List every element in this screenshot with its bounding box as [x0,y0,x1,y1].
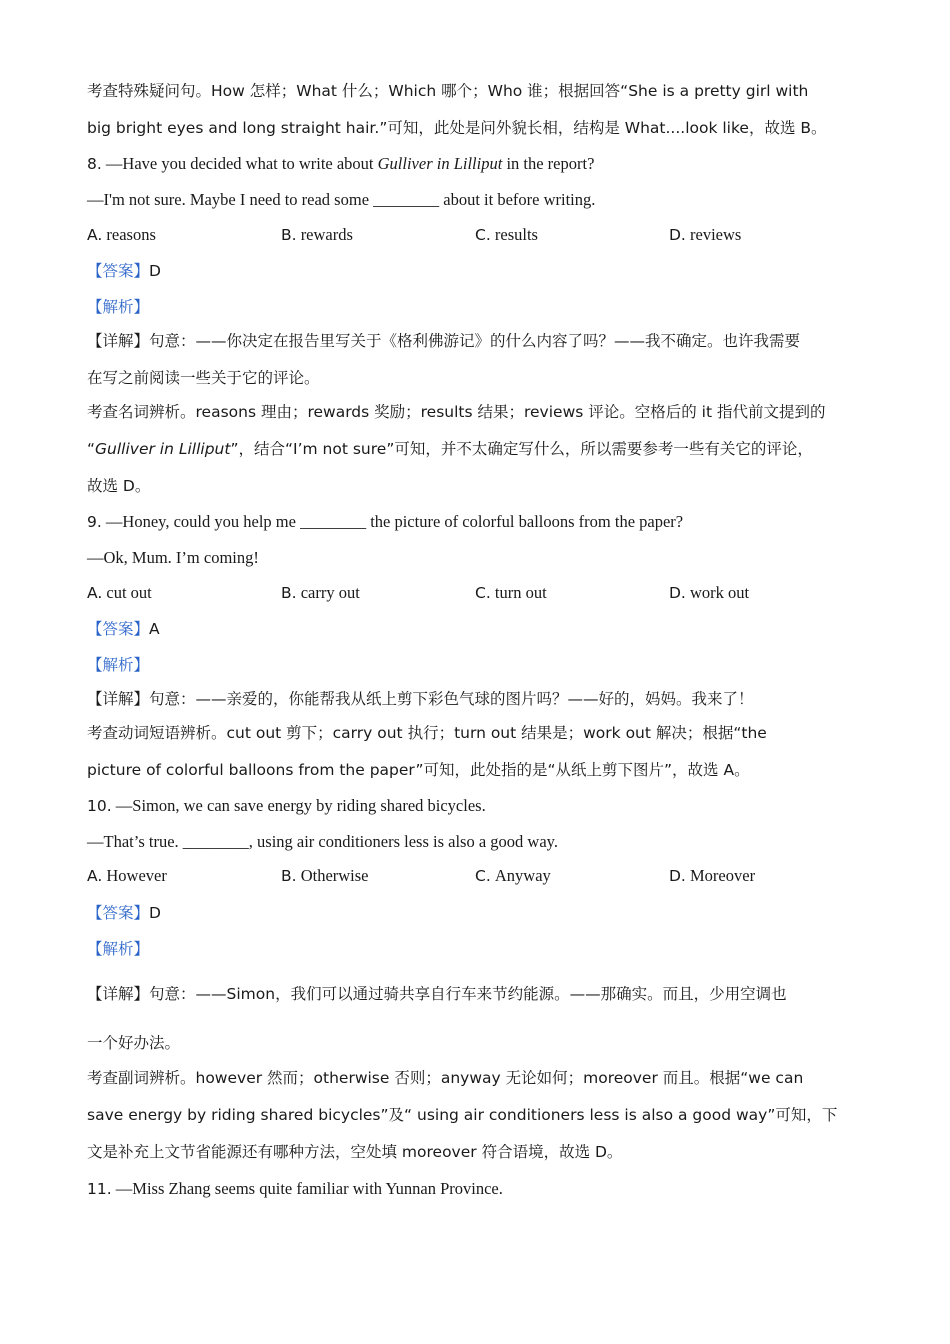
option-d: D. Moreover [669,866,756,885]
question-number: 11. [87,1180,112,1198]
analysis-tag: 【解析】 [87,298,150,316]
detail-tag: 【详解】 [87,332,150,350]
question-9-reply: —Ok, Mum. I’m coming! [87,548,259,567]
analysis-tag: 【解析】 [87,940,150,958]
question-8-detail-3: 考查名词辨析。reasons 理由；rewards 奖励；results 结果；reviews 评论。空格后的 it 指代前文提到的 [87,403,826,421]
question-stem-part: in the report? [502,154,595,173]
question-8-reply: —I'm not sure. Maybe I need to read some ________ about it before writing. [87,190,596,209]
detail-tag: 【详解】 [87,690,150,708]
question-9-analysis-heading [87,654,149,676]
option-d: D. reviews [669,225,742,244]
option-c: C. Anyway [475,866,551,885]
question-9-detail-2: 考查动词短语辨析。cut out 剪下；carry out 执行；turn out 结果是；work out 解决；根据“the [87,724,767,742]
question-10-detail-5: 文是补充上文节省能源还有哪种方法，空处填 moreover 符合语境，故选 D。 [87,1143,623,1161]
question-stem-part: —Have you decided what to write about [105,154,378,173]
option-c: C. turn out [475,583,547,602]
question-number: 10. [87,797,112,815]
question-10-detail-1: 【详解】句意：——Simon，我们可以通过骑共享自行车来节约能源。——那确实。而且，少用空调也 [87,985,787,1003]
option-d: D. work out [669,583,750,602]
option-a: A. reasons [87,225,156,244]
book-title: Gulliver in Lilliput [377,154,503,173]
question-9-detail-1: 【详解】句意：——亲爱的，你能帮我从纸上剪下彩色气球的图片吗？——好的，妈妈。我来了！ [87,690,754,708]
question-9-answer [87,618,160,640]
question-10-detail-3: 考查副词辨析。however 然而；otherwise 否则；anyway 无论如何；moreover 而且。根据“we can [87,1069,804,1087]
question-10-analysis-heading [87,938,149,960]
question-9-detail-3: picture of colorful balloons from the paper”可知，此处指的是“从纸上剪下图片”，故选 A。 [87,761,750,779]
answer-tag: 【答案】 [87,620,150,638]
analysis-tag: 【解析】 [87,656,150,674]
answer-value: A [149,620,160,638]
question-10-detail-4: save energy by riding shared bicycles”及“ using air conditioners less is also a good way”可知，下 [87,1106,838,1124]
option-b: B. rewards [281,225,353,244]
question-9-stem: 9. —Honey, could you help me ________ the picture of colorful balloons from the paper? [87,512,684,531]
question-8-detail-5: 故选 D。 [87,477,151,495]
option-b: B. Otherwise [281,866,369,885]
intro-line-2: big bright eyes and long straight hair.”可知，此处是问外貌长相，结构是 What....look like，故选 B。 [87,119,827,137]
question-10-detail-2: 一个好办法。 [87,1034,181,1052]
question-8-stem [87,153,594,175]
option-b: B. carry out [281,583,360,602]
answer-value: D [149,262,161,280]
question-number: 9. [87,513,102,531]
answer-value: D [149,904,161,922]
question-10-stem: 10. —Simon, we can save energy by riding shared bicycles. [87,796,486,815]
question-8-answer [87,260,161,282]
question-8-detail-1: 【详解】句意：——你决定在报告里写关于《格利佛游记》的什么内容了吗？——我不确定。也许我需要 [87,332,801,350]
detail-tag: 【详解】 [87,985,150,1003]
question-8-analysis-heading [87,296,149,318]
book-title: Gulliver in Lilliput [95,440,231,458]
question-11-stem: 11. —Miss Zhang seems quite familiar with Yunnan Province. [87,1179,503,1198]
question-8-detail-2: 在写之前阅读一些关于它的评论。 [87,369,320,387]
question-10-answer [87,902,161,924]
answer-tag: 【答案】 [87,904,150,922]
answer-tag: 【答案】 [87,262,150,280]
question-10-reply: —That’s true. ________, using air conditioners less is also a good way. [87,832,558,851]
question-number: 8. [87,155,102,173]
option-a: A. cut out [87,583,152,602]
intro-line-1: 考查特殊疑问句。How 怎样；What 什么；Which 哪个；Who 谁；根据回答“She is a pretty girl with [87,82,809,100]
option-a: A. However [87,866,167,885]
option-c: C. results [475,225,538,244]
question-8-detail-4: “Gulliver in Lilliput”，结合“I’m not sure”可知，并不太确定写什么，所以需要参考一些有关它的评论， [87,440,813,458]
